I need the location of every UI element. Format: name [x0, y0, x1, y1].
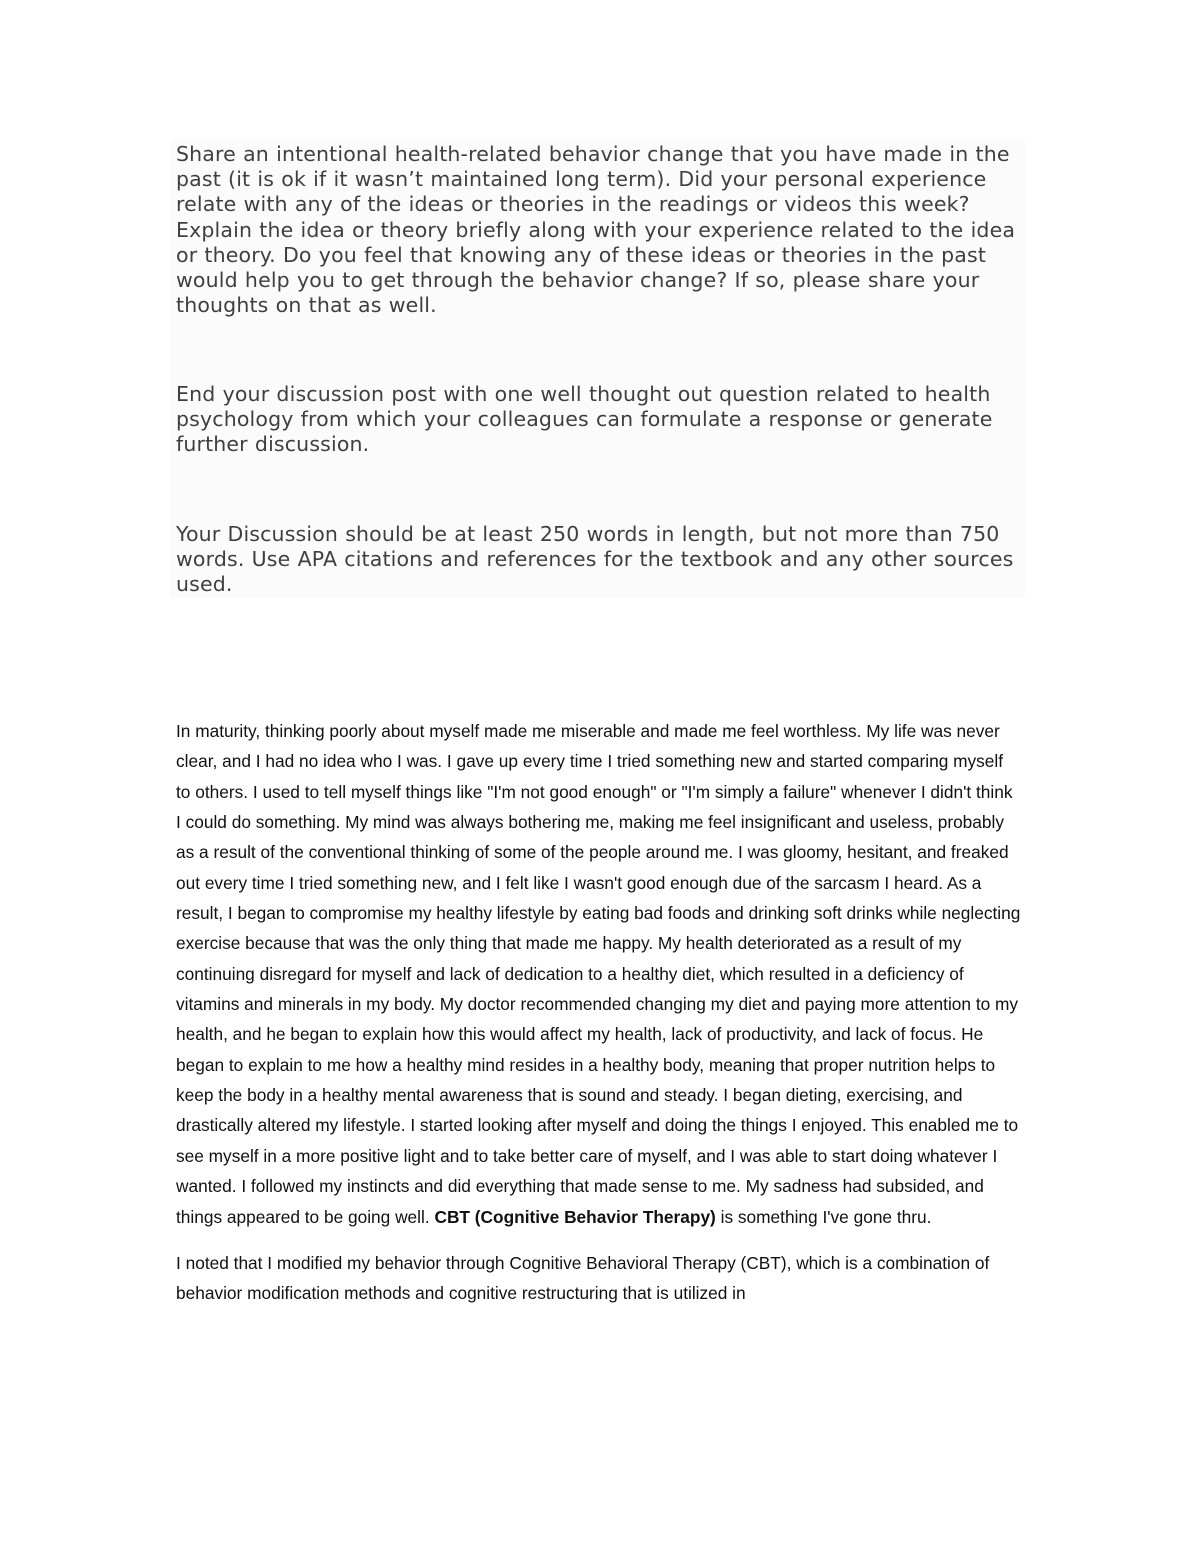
assignment-prompt [170, 139, 1025, 598]
essay-body [176, 716, 1021, 1309]
essay-paragraph-1-tail: is something I've gone thru. [720, 1206, 932, 1227]
prompt-paragraph-question: End your discussion post with one well thought out question related to health psychology from which your colleagues can formulate a response or generate further discussion. [176, 382, 993, 457]
prompt-paragraph-behavior-change: Share an intentional health-related behavior change that you have made in the past (it is ok if it wasn’t maintained long term). Did your personal experience relate with any of the ideas or theories in the readings or videos this week? Explain the idea or theory briefly along with your experience related to the idea or theory. Do you feel that knowing any of these ideas or theories in the past would help you to get through the behavior change? If so, please share your thoughts on that as well. [176, 142, 1016, 318]
essay-paragraph-1 [176, 716, 1021, 1232]
prompt-paragraph-word-count: Your Discussion should be at least 250 words in length, but not more than 750 words. Use APA citations and references for the textbook and any other sources used. [176, 522, 1014, 597]
essay-paragraph-2: I noted that I modified my behavior through Cognitive Behavioral Therapy (CBT), which is a combination of behavior modification methods and cognitive restructuring that is utilized in [176, 1252, 990, 1304]
essay-paragraph-1-text: In maturity, thinking poorly about myself made me miserable and made me feel worthless. My life was never clear, and I had no idea who I was. I gave up every time I tried something new and started comparing myself to others. I used to tell myself things like "I'm not good enough" or "I'm simply a failure" whenever I didn't think I could do something. My mind was always bothering me, making me feel insignificant and useless, probably as a result of the conventional thinking of some of the people around me. I was gloomy, hesitant, and freaked out every time I tried something new, and I felt like I wasn't good enough due of the sarcasm I heard. As a result, I began to compromise my healthy lifestyle by eating bad foods and drinking soft drinks while neglecting exercise because that was the only thing that made me happy. My health deteriorated as a result of my continuing disregard for myself and lack of dedication to a healthy diet, which resulted in a deficiency of vitamins and minerals in my body. My doctor recommended changing my diet and paying more attention to my health, and he began to explain how this would affect my health, lack of productivity, and lack of focus. He began to explain to me how a healthy mind resides in a healthy body, meaning that proper nutrition helps to keep the body in a healthy mental awareness that is sound and steady. I began dieting, exercising, and drastically altered my lifestyle. I started looking after myself and doing the things I enjoyed. This enabled me to see myself in a more positive light and to take better care of myself, and I was able to start doing whatever I wanted. I followed my instincts and did everything that made sense to me. My sadness had subsided, and things appeared to be going well. [176, 721, 1021, 1227]
essay-bold-cbt: CBT (Cognitive Behavior Therapy) [434, 1206, 716, 1227]
